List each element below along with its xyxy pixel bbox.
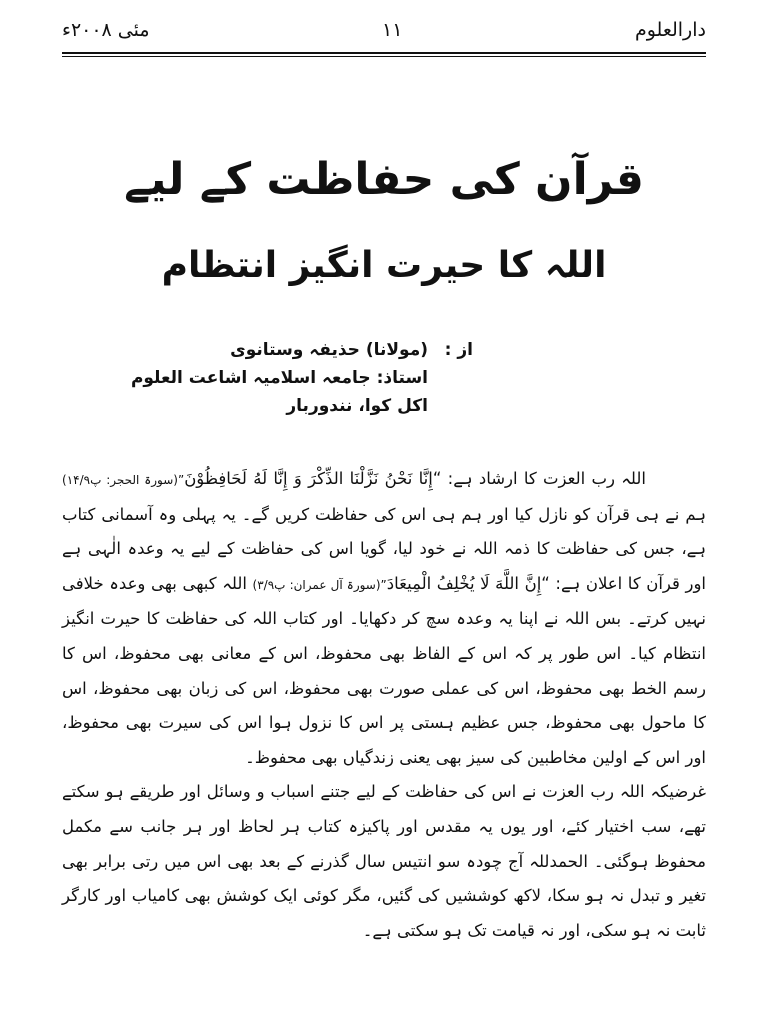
article-subtitle: اللہ کا حیرت انگیز انتظام (161, 245, 607, 286)
verse-reference-2: ”(سورۃ آل عمران: پ۳/۹) (252, 577, 387, 592)
magazine-name: دارالعلوم (634, 19, 706, 41)
issue-date: مئی ۲۰۰۸ء (62, 19, 150, 41)
header-rule-thin (62, 56, 706, 57)
page-number: ۱۱ (382, 19, 403, 41)
p1-text-2: اللہ کبھی بھی وعدہ خلافی نہیں کرتے۔ بس اللہ نے اپنا یہ وعدہ سچ کر دکھایا۔ اور کتاب اللہ کی حفاظت کا حیرت انگیز انتظام کیا۔ اس طور پر کہ اس کے الفاظ بھی محفوظ، اس کے معانی بھی محفوظ، اس کا رسم الخط بھی محفوظ، اس کی عملی صورت بھی محفوظ، اس کی زبان بھی محفوظ، اس کا ماحول بھی محفوظ، جس عظیم ہستی پر اس کا نزول ہوا اس کی سیرت بھی محفوظ، اور اس کے اولین مخاطبین کی سیز بھی یعنی زندگیاں بھی محفوظ۔ (62, 573, 706, 767)
p1-text-1: ہم نے ہی قرآن کو نازل کیا اور ہم ہی اس کی حفاظت کریں گے۔ یہ پہلی وہ آسمانی کتاب ہے، جس کی حفاظت کا ذمہ اللہ نے خود لیا، گویا اس کی حفاظت کے لیے یہ وعدہ الٰہی ہے اور قرآن کا اعلان ہے: “ (62, 504, 707, 593)
author-position: استاذ: جامعہ اسلامیہ اشاعت العلوم (130, 368, 428, 388)
author-name: (مولانا) حذیفہ وستانوی (230, 340, 428, 360)
quran-verse-2: إِنَّ اللَّهَ لَا يُخْلِفُ الْمِيعَادَ (386, 573, 542, 593)
author-block (128, 336, 473, 420)
header-rule (62, 52, 706, 54)
verse-reference-1: ”(سورۃ الحجر: پ۱۴/۹) (62, 473, 185, 487)
p1-intro: اللہ رب العزت کا ارشاد ہے: “ (432, 469, 647, 488)
body-paragraph-2: غرضیکہ اللہ رب العزت نے اس کی حفاظت کے لیے جتنے اسباب و وسائل اور طریقے ہو سکتے تھے، سب اختیار کئے، اور یوں یہ مقدس اور پاکیزہ کتاب ہر لحاظ اور ہر جانب سے مکمل محفوظ ہوگئی۔ الحمدللہ آج چودہ سو انتیس سال گذرنے کے بعد بھی اس میں رتی برابر بھی تغیر و تبدل نہ ہو سکا، لاکھ کوششیں کی گئیں، مگر کوئی ایک کوشش بھی کامیاب اور کارگر ثابت نہ ہو سکی، اور نہ قیامت تک ہو سکتی ہے۔ (62, 782, 706, 940)
page-header (62, 10, 706, 50)
body-paragraph-1 (62, 462, 706, 775)
author-prefix: از : (444, 340, 473, 360)
article-body (62, 462, 706, 948)
author-location: اکل کوا، نندوربار (286, 396, 428, 416)
quran-verse-1: إِنَّا نَحْنُ نَزَّلْنَا الذِّكْرَ وَ إِنَّا لَهُ لَحَافِظُوْنَ (184, 469, 433, 488)
article-title: قرآن کی حفاظت کے لیے (124, 154, 644, 205)
